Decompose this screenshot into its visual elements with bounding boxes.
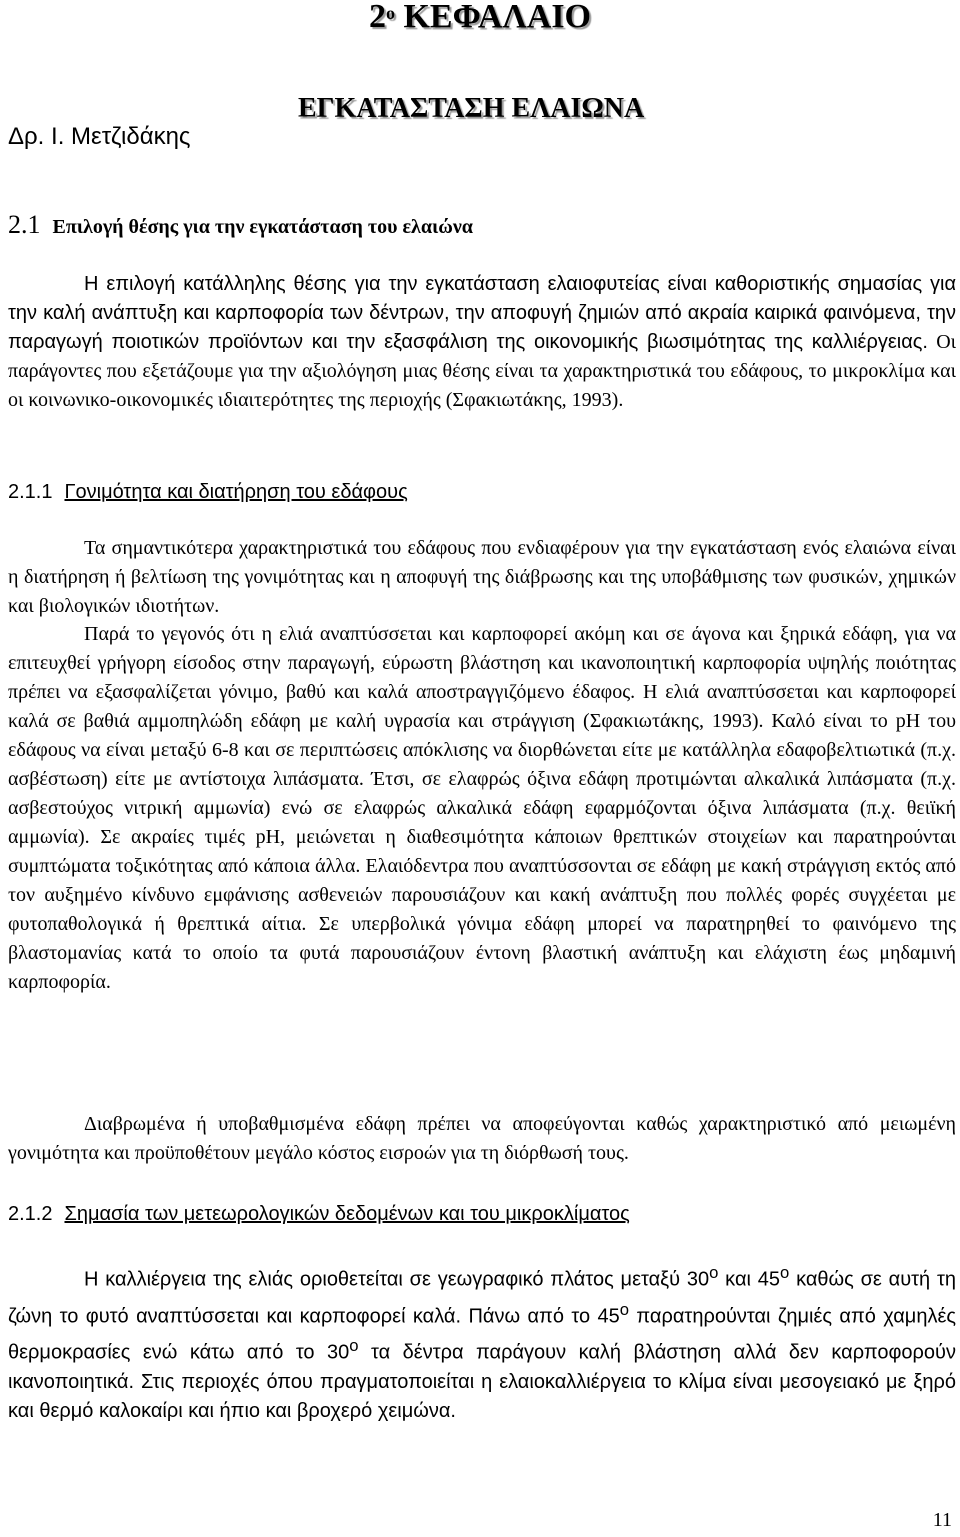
intro-paragraph: [8, 270, 956, 415]
subsection-title-1: Γονιμότητα και διατήρηση του εδάφους: [64, 481, 408, 503]
author: Δρ. Ι. Μετζιδάκης: [8, 123, 191, 150]
chapter-superscript: ο: [385, 3, 395, 23]
degree-sup-2: ο: [780, 1263, 790, 1282]
intro-part-2: Οι παράγοντες που εξετάζουμε για την αξιολόγηση μιας θέσης είναι τα χαρακτηριστικά του εδάφους, το μικροκλίμα και οι κοινωνικο-οικονομικές ιδιαιτερότητες της περιοχής (Σφακιωτάκης, 1993).: [8, 331, 957, 411]
section-number: 2.1: [8, 210, 41, 239]
degree-sup-4: ο: [349, 1336, 359, 1356]
chapter-word: ΚΕΦΑΛΑΙΟ: [403, 0, 591, 35]
degree-sup-3: ο: [619, 1299, 629, 1319]
degree-sup-1: ο: [709, 1263, 719, 1282]
climate-seg-2: και 45: [718, 1268, 780, 1291]
intro-part-1: Η επιλογή κατάλληλης θέσης για την εγκατάσταση ελαιοφυτείας είναι καθοριστικής σημασίας για την καλή ανάπτυξη και καρποφορία των δέντρων, την αποφυγή ζημιών από ακραία καιρικά φαινόμενα, την παραγωγή ποιοτικών προϊόντων και την εξασφάλιση της οικονομικής βιωσιμότητας της καλλιέργειας.: [8, 273, 956, 353]
climate-seg-5: τα δέντρα παράγουν καλή βλάστηση αλλά δεν καρποφορούν ικανοποιητικά. Στις περιοχές όπου πραγματοποιείται η ελαιοκαλλιέργεια το κλίμα είναι μεσογειακό με ξηρό και θερμό καλοκαίρι και ήπιο και βροχερό χειμώνα.: [8, 1341, 956, 1422]
page-number: 11: [932, 1509, 952, 1531]
chapter-number: 2: [368, 0, 386, 35]
subsection-heading-2: [8, 1200, 630, 1229]
section-heading: [8, 210, 473, 242]
subsection-number-2: 2.1.2: [8, 1203, 53, 1225]
document-title: ΕΓΚΑΤΑΣΤΑΣΗ ΕΛΑΙΩΝΑ: [298, 93, 645, 124]
chapter-heading: [0, 0, 960, 34]
subsection-heading-1: [8, 478, 408, 507]
soil-paragraph-2: Παρά το γεγονός ότι η ελιά αναπτύσσεται και καρποφορεί ακόμη και σε άγονα και ξηρικά εδάφη, για να επιτευχθεί γρήγορη είσοδος στην παραγωγή, εύρωστη βλάστηση και ικανοποιητική καρποφορία υψηλής ποιότητας πρέπει να εξασφαλίζεται γόνιμο, βαθύ και καλά αποστραγγιζόμενο έδαφος. Η ελιά αναπτύσσεται και καρποφορεί καλά σε βαθιά αμμοπηλώδη εδάφη με καλή υγρασία και στράγγιση (Σφακιωτάκης, 1993). Καλό είναι το pH του εδάφους να είναι μεταξύ 6-8 και σε περιπτώσεις απόκλισης να διορθώνεται είτε με κατάλληλα εδαφοβελτιωτικά (π.χ. ασβέστωση) είτε με αντίστοιχα λιπάσματα. Έτσι, σε ελαφρώς όξινα εδάφη προτιμώνται αλκαλικά λιπάσματα (π.χ. ασβεστούχος νιτρική αμμωνία) ενώ σε ελαφρώς αλκαλικά εδάφη εφαρμόζονται όξινα λιπάσματα (π.χ. θειϊκή αμμωνία). Σε ακραίες τιμές pH, μειώνεται η διαθεσιμότητα κάποιων θρεπτικών στοιχείων και παρατηρούνται συμπτώματα τοξικότητας από κάποια άλλα. Ελαιόδεντρα που αναπτύσσονται σε εδάφη με κακή στράγγιση εκτός από τον αυξημένο κίνδυνο εμφάνισης ασθενειών παρουσιάζουν και κακή ανάπτυξη που πολλές φορές συγχέεται με φυτοπαθολογικά ή θρεπτικά αίτια. Σε υπερβολικά γόνιμα εδάφη μπορεί να παρατηρηθεί το φαινόμενο της βλαστομανίας κατά το οποίο τα φυτά παρουσιάζουν έντονη βλαστική ανάπτυξη και ελάχιστη έως μηδαμινή καρποφορία.: [8, 623, 956, 993]
subsection-number-1: 2.1.1: [8, 481, 53, 503]
section-title: Επιλογή θέσης για την εγκατάσταση του ελαιώνα: [52, 216, 473, 238]
subsection-title-2: Σημασία των μετεωρολογικών δεδομένων και του μικροκλίματος: [64, 1203, 630, 1225]
climate-seg-1: Η καλλιέργεια της ελιάς οριοθετείται σε γεωγραφικό πλάτος μεταξύ 30: [84, 1268, 710, 1291]
soil-paragraph-3: Διαβρωμένα ή υποβαθμισμένα εδάφη πρέπει να αποφεύγονται καθώς χαρακτηριστικό από μειωμένη γονιμότητα και προϋποθέτουν μεγάλο κόστος εισροών για τη διόρθωσή τους.: [8, 1113, 956, 1164]
climate-paragraph: [8, 1258, 956, 1426]
climate-seg-3: καθώς σε αυτή τη ζώνη το φυτό αναπτύσσεται και καρποφορεί καλά. Πάνω από το 45: [8, 1268, 956, 1328]
climate-seg-4: παρατηρούνται ζημιές από χαμηλές θερμοκρασίες ενώ κάτω από το 30: [8, 1305, 957, 1364]
soil-paragraph-1: Τα σημαντικότερα χαρακτηριστικά του εδάφους που ενδιαφέρουν για την εγκατάσταση ενός ελαιώνα είναι η διατήρηση ή βελτίωση της γονιμότητας και η αποφυγή της διάβρωσης και της υποβάθμισης των φυσικών, χημικών και βιολογικών ιδιοτήτων.: [8, 537, 956, 617]
